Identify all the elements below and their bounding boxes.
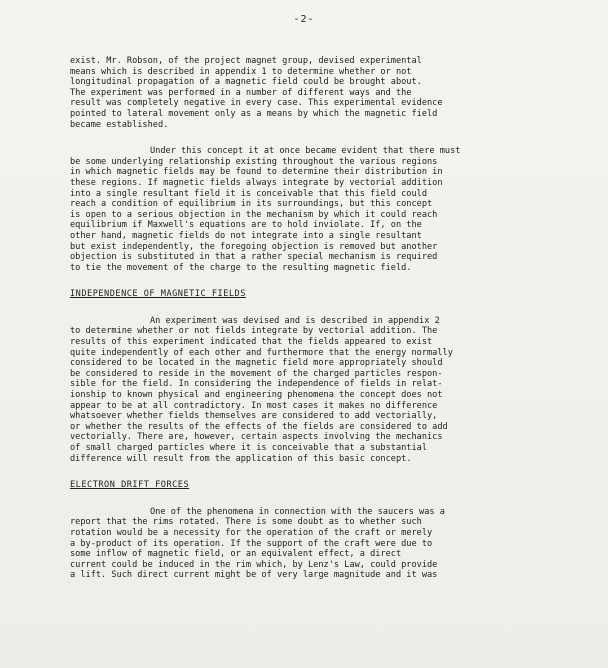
page-number: -2- [293,14,315,25]
text-line: be considered to reside in the movement of the charged particles respon- [70,368,443,379]
text-line: be some underlying relationship existing throughout the various regions [70,156,438,167]
section-heading-electron-drift: ELECTRON DRIFT FORCES [70,480,190,491]
text-line: results of this experiment indicated that the fields appeared to exist [70,337,433,348]
text-line: of small charged particles where it is conceivable that a substantial [70,443,427,453]
paragraph-concept [70,146,530,273]
text-line: Under this concept it at once became evident that there must [150,146,461,157]
text-line: some inflow of magnetic field, or an equivalent effect, a direct [70,549,402,560]
text-line: or whether the results of the effects of the fields are considered to add [70,421,448,432]
text-line: The experiment was performed in a number of different ways and the [70,87,412,98]
paragraph-independence [70,316,530,464]
text-line: longitudinal propagation of a magnetic field could be brought about. [70,77,422,88]
text-line: An experiment was devised and is described in appendix 2 [150,315,440,326]
text-line: but exist independently, the foregoing objection is removed but another [70,241,438,252]
text-line: to determine whether or not fields integrate by vectorial addition. The [70,326,438,337]
text-line: pointed to lateral movement only as a means by which the magnetic field [70,108,438,119]
text-line: difference will result from the application of this basic concept. [70,453,412,464]
text-line: quite independently of each other and furthermore that the energy normally [70,347,453,358]
text-line: to tie the movement of the charge to the resulting magnetic field. [70,262,412,273]
text-line: a by-product of its operation. If the support of the craft were due to [70,538,433,549]
section-heading-independence: INDEPENDENCE OF MAGNETIC FIELDS [70,289,246,300]
text-line: reach a condition of equilibrium in its surroundings, but this concept [70,199,433,210]
text-line: means which is described in appendix 1 to determine whether or not [70,66,412,77]
text-line: equilibrium if Maxwell's equations are to hold inviolate. If, on the [70,220,422,231]
paragraph-electron-drift [70,507,530,581]
text-line: ionship to known physical and engineering phenomena the concept does not [70,390,443,401]
text-line: whatsoever whether fields themselves are considered to add vectorially, [70,411,438,422]
text-line: is open to a serious objection in the mechanism by which it could reach [70,209,438,220]
text-line: other hand, magnetic fields do not integrate into a single resultant [70,230,422,241]
text-line: sible for the field. In considering the independence of fields in relat- [70,379,443,390]
paragraph-intro [70,56,530,130]
text-line: result was completely negative in every case. This experimental evidence [70,98,443,109]
text-line: One of the phenomena in connection with the saucers was a [150,506,445,517]
text-line: into a single resultant field it is conceivable that this field could [70,188,427,199]
text-line: objection is substituted in that a rather special mechanism is required [70,252,438,263]
text-line: current could be induced in the rim which, by Lenz's Law, could provide [70,559,438,570]
text-line: vectorially. There are, however, certain aspects involving the mechanics [70,432,443,443]
text-line: exist. Mr. Robson, of the project magnet group, devised experimental [70,56,422,66]
document-body [70,56,530,581]
text-line: these regions. If magnetic fields always integrate by vectorial addition [70,177,443,188]
text-line: became established. [70,119,169,130]
text-line: a lift. Such direct current might be of very large magnitude and it was [70,570,438,581]
text-line: report that the rims rotated. There is some doubt as to whether such [70,517,422,528]
text-line: in which magnetic fields may be found to determine their distribution in [70,167,443,178]
text-line: considered to be located in the magnetic field more appropriately should [70,358,443,369]
text-line: appear to be at all contradictory. In most cases it makes no difference [70,400,438,411]
text-line: rotation would be a necessity for the operation of the craft or merely [70,527,433,538]
